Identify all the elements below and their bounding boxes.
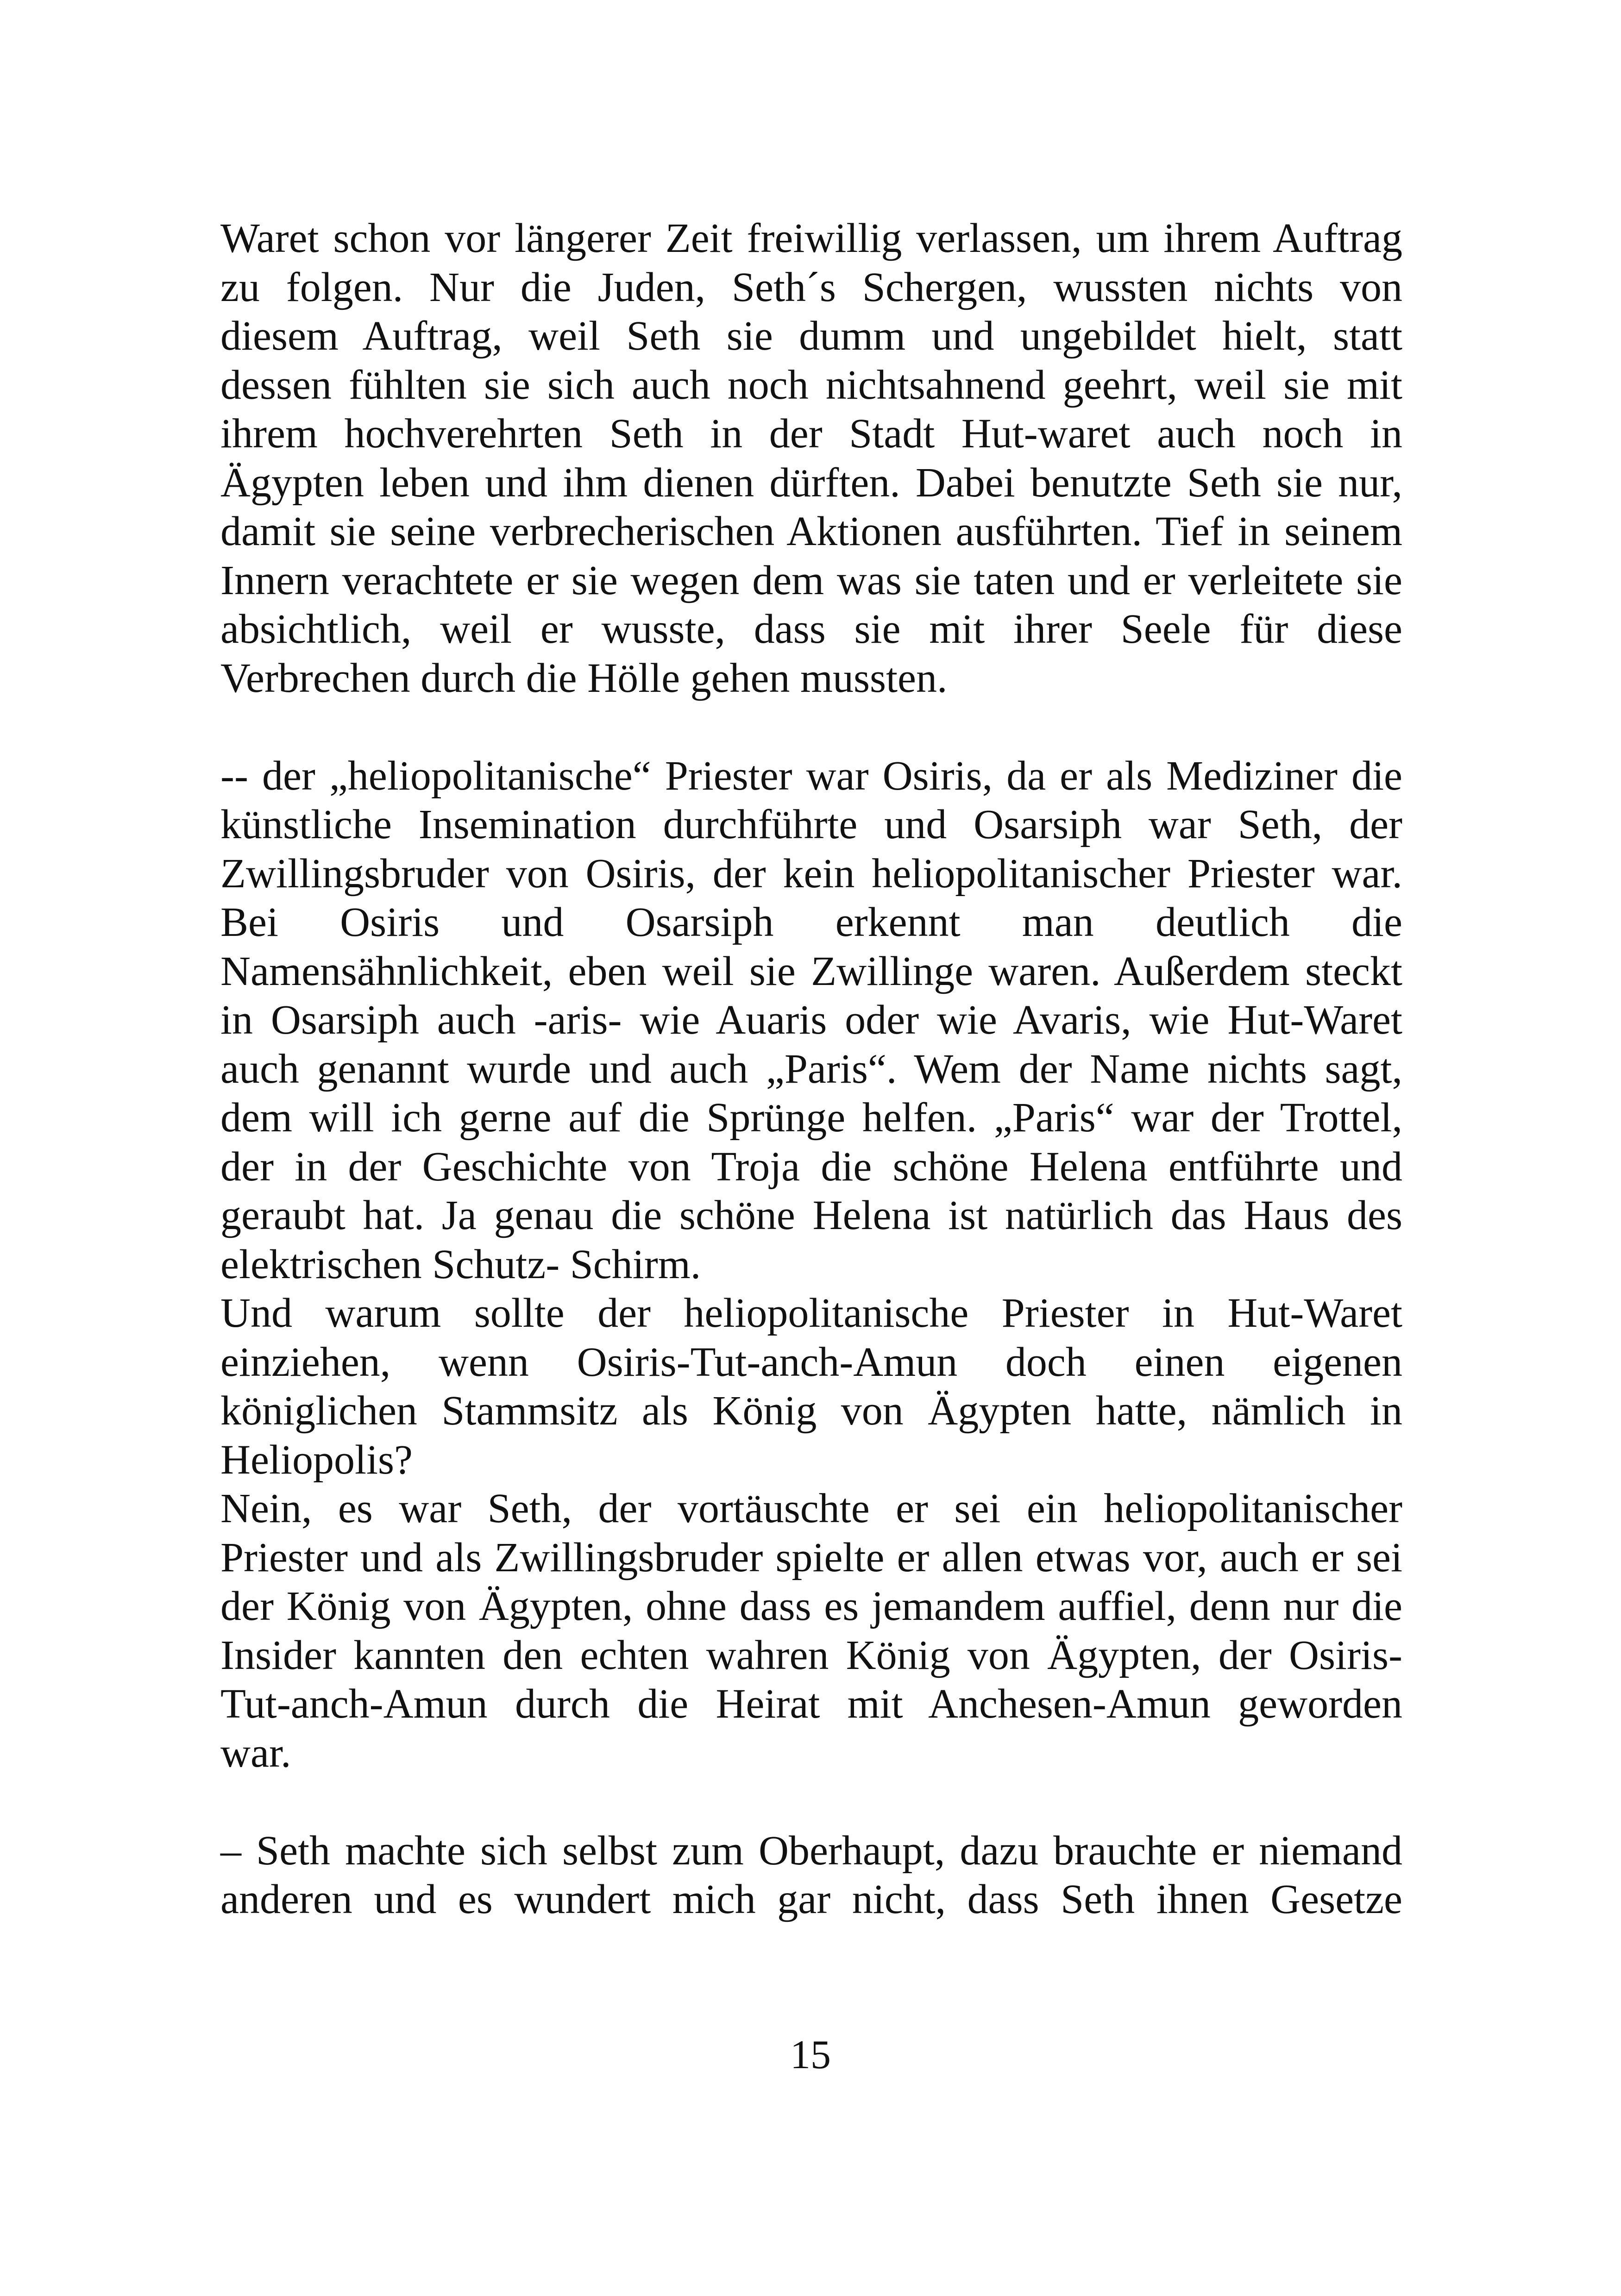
text-line: auch genannt wurde und auch „Paris“. Wem der Name nichts sagt,	[220, 1046, 1402, 1092]
text-line: der in der Geschichte von Troja die schöne Helena entführte und	[220, 1143, 1402, 1190]
text-line: künstliche Insemination durchführte und Osarsiph war Seth, der	[220, 802, 1402, 847]
text-line: Priester und als Zwillingsbruder spielte er allen etwas vor, auch er sei	[220, 1534, 1402, 1581]
text-line: zu folgen. Nur die Juden, Seth´s Schergen, wussten nichts von	[220, 264, 1402, 310]
text-line: Insider kannten den echten wahren König von Ägypten, der Osiris-	[220, 1632, 1402, 1678]
text-line: Und warum sollte der heliopolitanische Priester in Hut-Waret	[220, 1290, 1402, 1336]
blank-line	[220, 1777, 1402, 1826]
text-line: der König von Ägypten, ohne dass es jemandem auffiel, denn nur die	[220, 1583, 1402, 1629]
text-line: Innern verachtete er sie wegen dem was sie taten und er verleitete sie	[220, 557, 1402, 603]
text-line: Namensähnlichkeit, eben weil sie Zwillinge waren. Außerdem steckt	[220, 948, 1402, 994]
body-text	[220, 214, 1402, 1924]
text-line: anderen und es wundert mich gar nicht, dass Seth ihnen Gesetze	[220, 1876, 1402, 1922]
text-line: elektrischen Schutz- Schirm.	[220, 1241, 701, 1287]
page-number: 15	[790, 2033, 831, 2077]
text-line: einziehen, wenn Osiris-Tut-anch-Amun doch einen eigenen	[220, 1339, 1402, 1385]
text-line: diesem Auftrag, weil Seth sie dumm und ungebildet hielt, statt	[220, 313, 1402, 359]
text-line: königlichen Stammsitz als König von Ägypten hatte, nämlich in	[220, 1388, 1402, 1434]
blank-line	[220, 703, 1402, 752]
text-line: – Seth machte sich selbst zum Oberhaupt, dazu brauchte er niemand	[220, 1827, 1402, 1874]
text-line: Ägypten leben und ihm dienen dürften. Dabei benutzte Seth sie nur,	[220, 459, 1402, 506]
text-line: Verbrechen durch die Hölle gehen mussten.	[220, 655, 948, 701]
text-line: damit sie seine verbrecherischen Aktionen ausführten. Tief in seinem	[220, 508, 1402, 554]
text-line: dem will ich gerne auf die Sprünge helfen. „Paris“ war der Trottel,	[220, 1095, 1402, 1141]
text-line: Tut-anch-Amun durch die Heirat mit Anchesen-Amun geworden	[220, 1681, 1402, 1727]
text-line: dessen fühlten sie sich auch noch nichtsahnend geehrt, weil sie mit	[220, 362, 1402, 408]
text-line: Bei Osiris und Osarsiph erkennt man deutlich die	[220, 899, 1402, 945]
text-line: war.	[220, 1730, 291, 1776]
text-line: absichtlich, weil er wusste, dass sie mit ihrer Seele für diese	[220, 606, 1402, 652]
text-line: Heliopolis?	[220, 1437, 413, 1483]
text-line: in Osarsiph auch -aris- wie Auaris oder wie Avaris, wie Hut-Waret	[220, 997, 1402, 1043]
text-line: Nein, es war Seth, der vortäuschte er sei ein heliopolitanischer	[220, 1486, 1402, 1531]
text-line: geraubt hat. Ja genau die schöne Helena ist natürlich das Haus des	[220, 1192, 1402, 1238]
text-line: -- der „heliopolitanische“ Priester war Osiris, da er als Mediziner die	[220, 753, 1402, 799]
text-line: ihrem hochverehrten Seth in der Stadt Hut-waret auch noch in	[220, 411, 1402, 457]
text-line: Waret schon vor längerer Zeit freiwillig verlassen, um ihrem Auftrag	[220, 215, 1402, 261]
text-line: Zwillingsbruder von Osiris, der kein heliopolitanischer Priester war.	[220, 850, 1402, 897]
